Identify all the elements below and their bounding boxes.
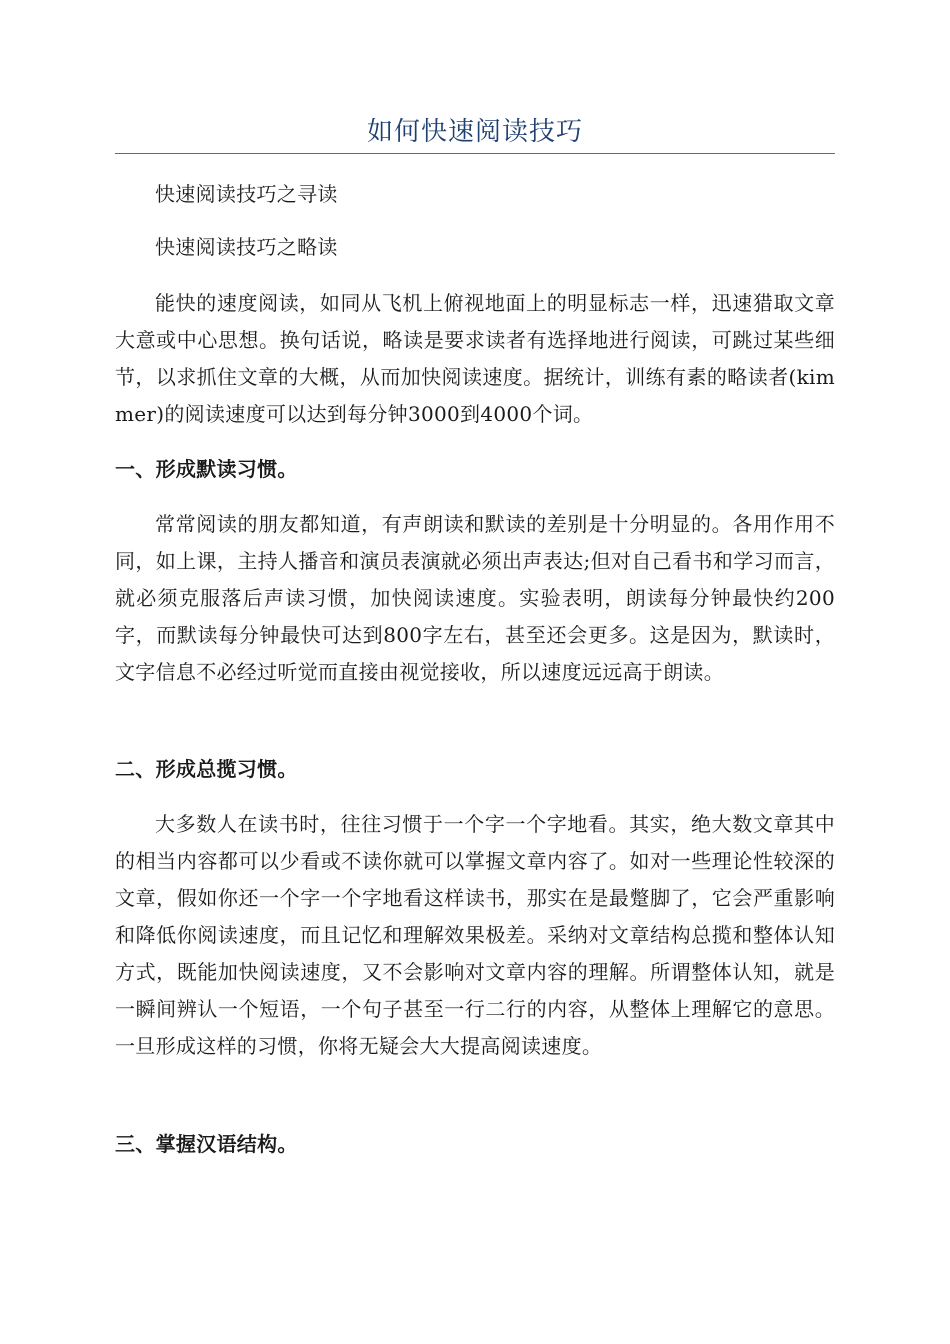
section-heading-1 <box>115 451 835 488</box>
document-title: 如何快速阅读技巧 <box>366 117 583 147</box>
subheading-1-text: 快速阅读技巧之寻读 <box>155 182 338 206</box>
paragraph-3-text: 大多数人在读书时，往往习惯于一个字一个字地看。其实，绝大数文章其中的相当内容都可以少看或不读你就可以掌握文章内容了。如对一些理论性较深的文章，假如你还一个字一个字地看这样读书，那实在是最蹩脚了，它会严重影响和降低你阅读速度，而且记忆和理解效果极差。采纳对文章结构总揽和整体认知方式，既能加快阅读速度，又不会影响对文章内容的理解。所谓整体认知，就是一瞬间辨认一个短语，一个句子甚至一行二行的内容，从整体上理解它的意思。一旦形成这样的习惯，你将无疑会大大提高阅读速度。 <box>115 812 835 1058</box>
section-heading-2-text: 二、形成总揽习惯。 <box>115 757 298 781</box>
paragraph-overview-reading <box>115 806 835 1065</box>
section-heading-3-text: 三、掌握汉语结构。 <box>115 1132 298 1156</box>
subheading-2-text: 快速阅读技巧之略读 <box>155 235 338 259</box>
subheading-skim-reading <box>115 229 835 266</box>
paragraph-2-text: 常常阅读的朋友都知道，有声朗读和默读的差别是十分明显的。各用作用不同，如上课，主持人播音和演员表演就必须出声表达;但对自己看书和学习而言，就必须克服落后声读习惯，加快阅读速度。实验表明，朗读每分钟最快约200字，而默读每分钟最快可达到800字左右，甚至还会更多。这是因为，默读时，文字信息不必经过听觉而直接由视觉接收，所以速度远远高于朗读。 <box>115 512 835 684</box>
subheading-scan-reading <box>115 176 835 213</box>
paragraph-skimming <box>115 285 835 433</box>
section-heading-2 <box>115 751 835 788</box>
paragraph-silent-reading <box>115 506 835 691</box>
paragraph-1-text: 能快的速度阅读，如同从飞机上俯视地面上的明显标志一样，迅速猎取文章大意或中心思想。换句话说，略读是要求读者有选择地进行阅读，可跳过某些细节，以求抓住文章的大概，从而加快阅读速度。据统计，训练有素的略读者(kimmer)的阅读速度可以达到每分钟3000到4000个词。 <box>115 291 835 426</box>
section-heading-1-text: 一、形成默读习惯。 <box>115 457 298 481</box>
title-underline <box>115 153 835 154</box>
section-heading-3 <box>115 1126 835 1163</box>
